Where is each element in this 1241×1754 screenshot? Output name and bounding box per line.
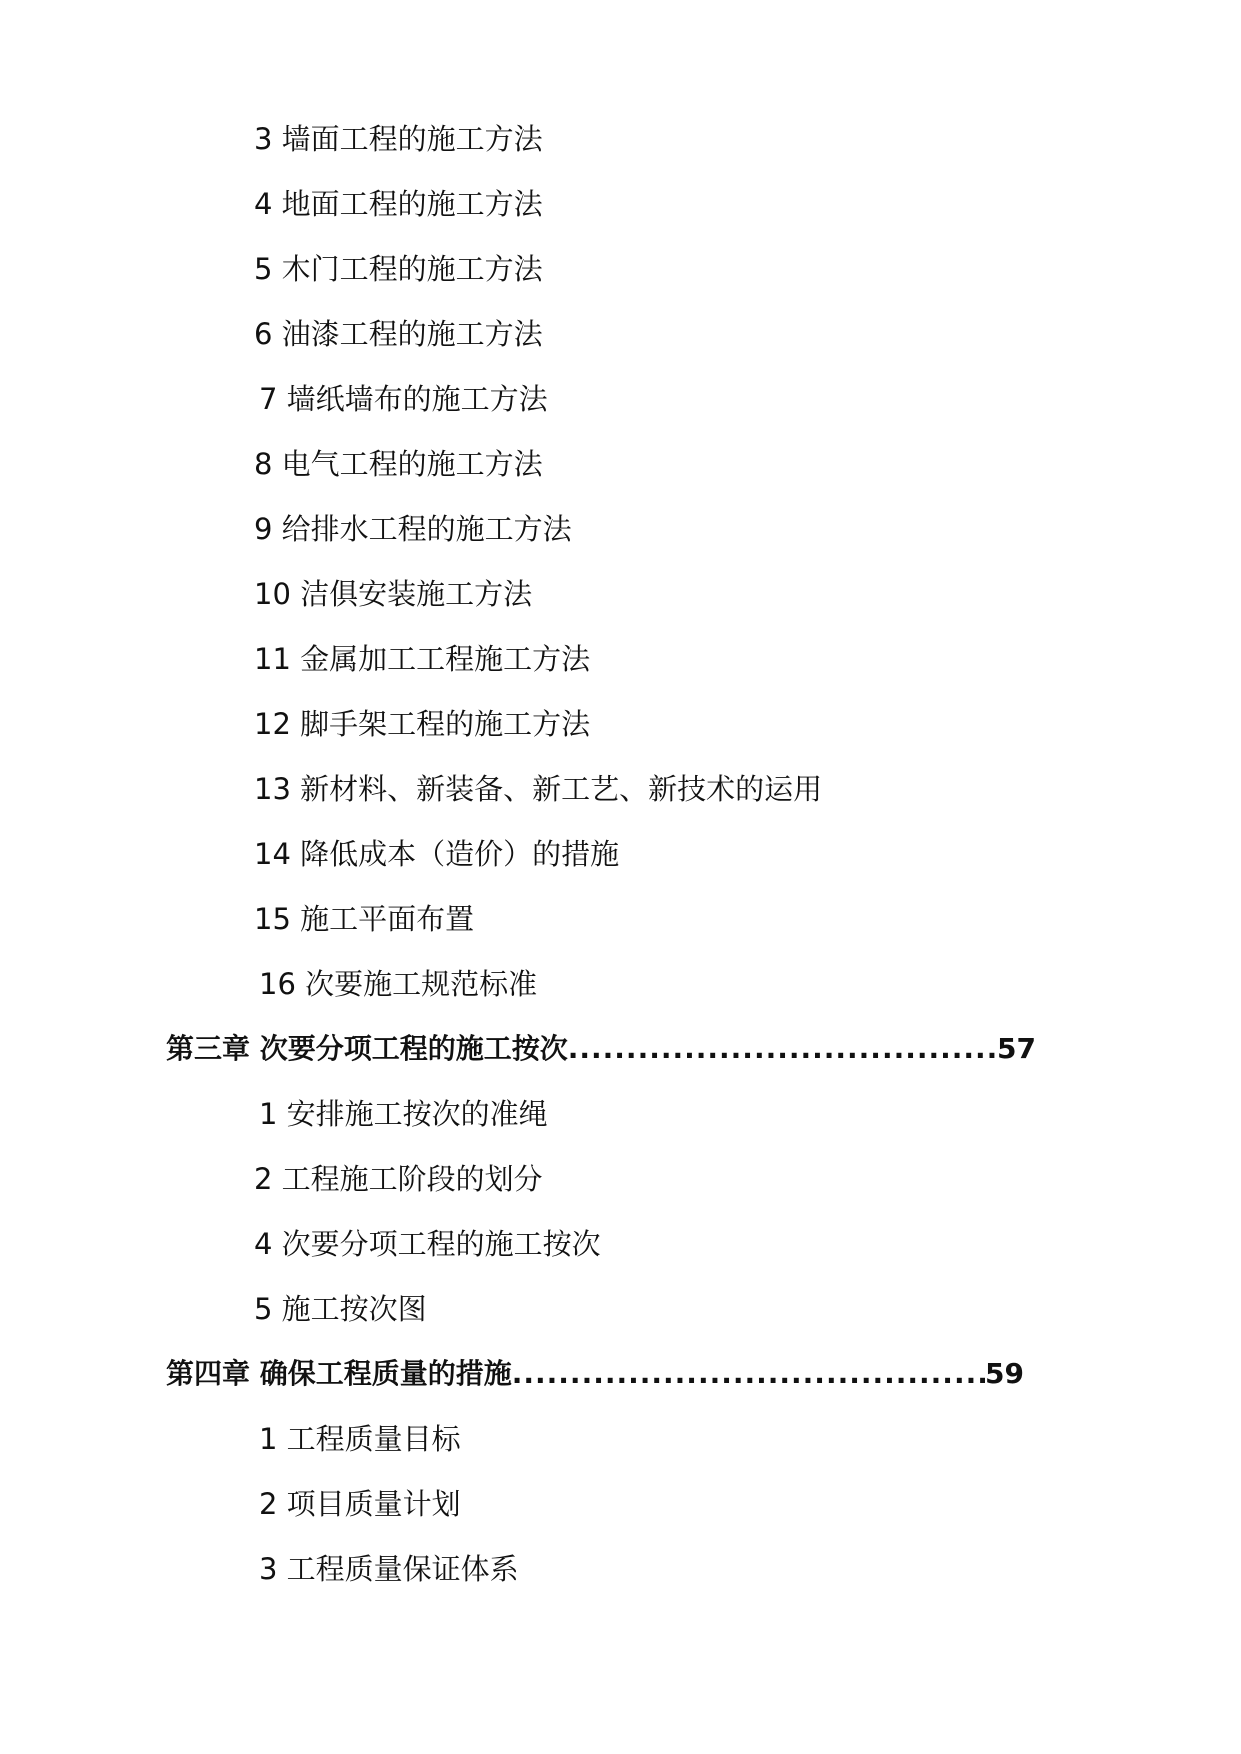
toc-entry: 2 工程施工阶段的划分	[254, 1162, 543, 1196]
dot-leader	[512, 1354, 985, 1394]
toc-entry: 3 墙面工程的施工方法	[254, 122, 543, 156]
toc-entry: 2 项目质量计划	[259, 1487, 461, 1521]
toc-entry: 1 安排施工按次的准绳	[259, 1097, 548, 1131]
toc-entry: 7 墙纸墙布的施工方法	[259, 382, 548, 416]
toc-entry: 4 次要分项工程的施工按次	[254, 1227, 601, 1261]
chapter-title: 第三章 次要分项工程的施工按次	[166, 1032, 568, 1065]
toc-entry: 9 给排水工程的施工方法	[254, 512, 572, 546]
dot-leader	[568, 1029, 997, 1069]
toc-entry: 16 次要施工规范标准	[259, 967, 538, 1001]
chapter-page-number: 57	[997, 1032, 1036, 1065]
toc-entry: 13 新材料、新装备、新工艺、新技术的运用	[254, 772, 823, 806]
toc-entry: 8 电气工程的施工方法	[254, 447, 543, 481]
chapter-title: 第四章 确保工程质量的措施	[166, 1357, 512, 1390]
toc-entry: 12 脚手架工程的施工方法	[254, 707, 591, 741]
toc-entry: 1 工程质量目标	[259, 1422, 461, 1456]
toc-chapter-3[interactable]	[166, 1029, 1036, 1069]
toc-entry: 4 地面工程的施工方法	[254, 187, 543, 221]
toc-chapter-4[interactable]	[166, 1354, 1024, 1394]
toc-entry: 5 木门工程的施工方法	[254, 252, 543, 286]
chapter-page-number: 59	[985, 1357, 1024, 1390]
toc-entry: 6 油漆工程的施工方法	[254, 317, 543, 351]
toc-entry: 10 洁俱安装施工方法	[254, 577, 533, 611]
toc-entry: 15 施工平面布置	[254, 902, 475, 936]
toc-entry: 11 金属加工工程施工方法	[254, 642, 591, 676]
toc-entry: 5 施工按次图	[254, 1292, 427, 1326]
toc-entry: 3 工程质量保证体系	[259, 1552, 519, 1586]
toc-entry: 14 降低成本（造价）的措施	[254, 837, 620, 871]
